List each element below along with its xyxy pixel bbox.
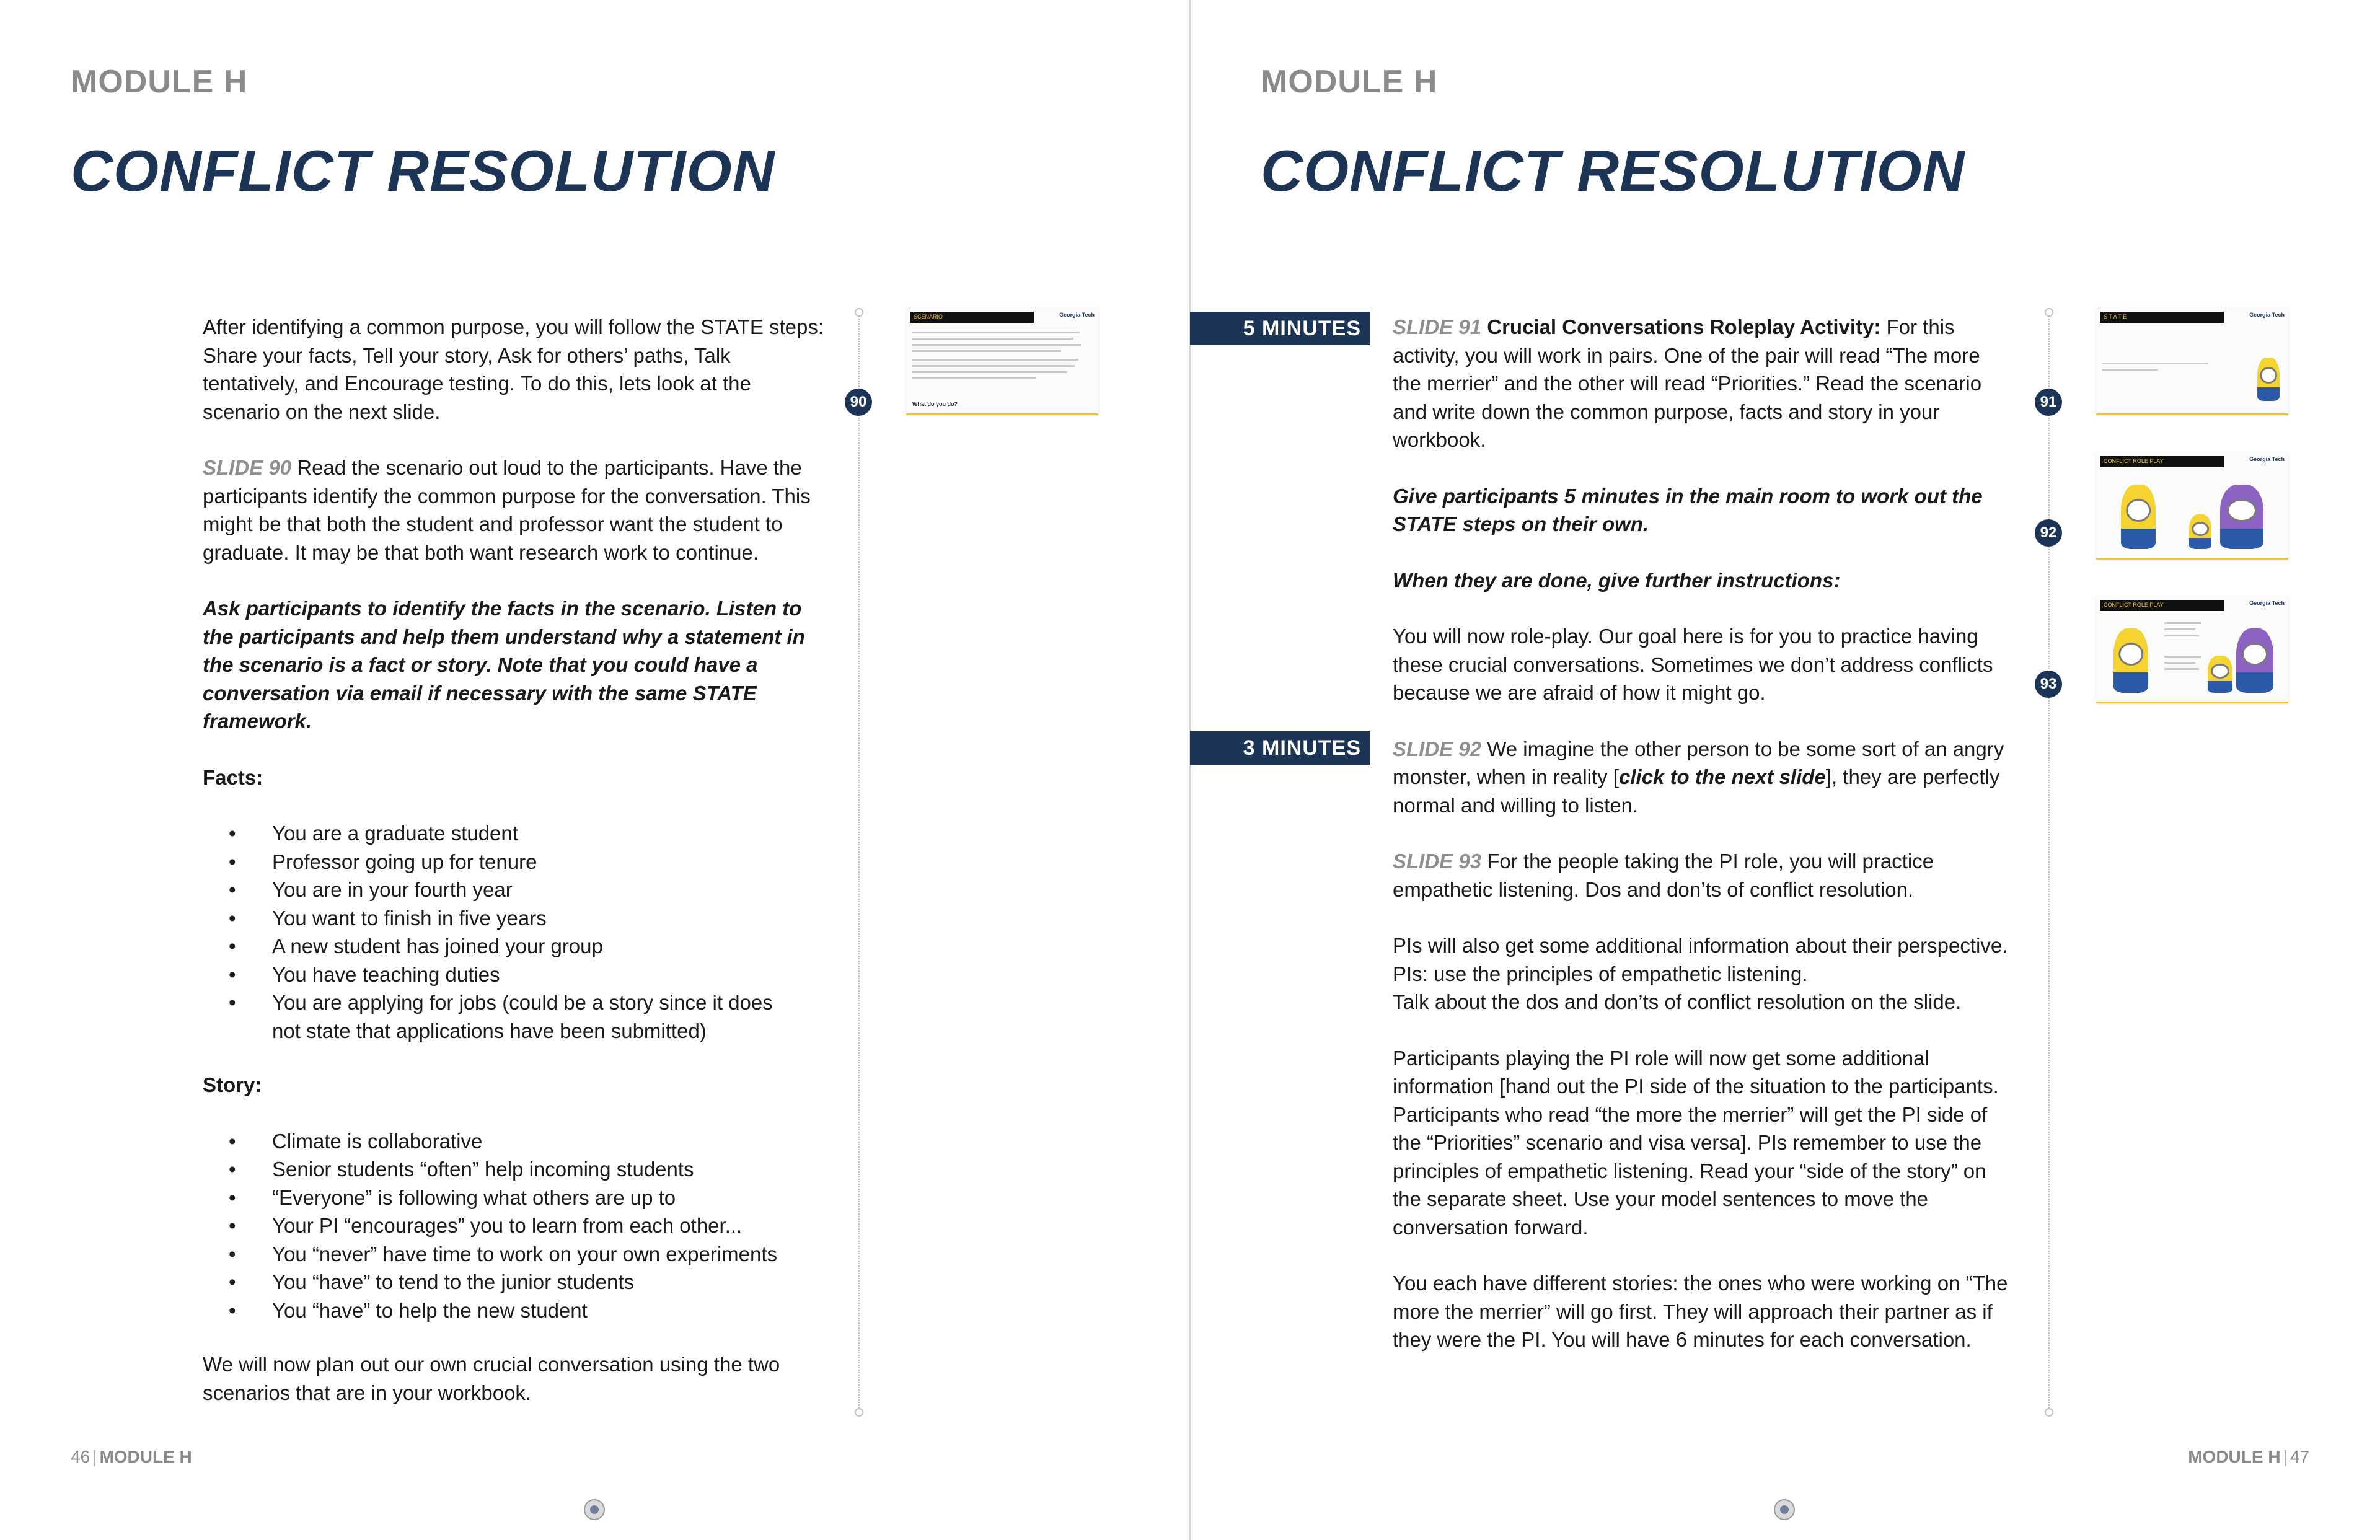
thumb-bar-label: S T A T E xyxy=(2104,314,2127,320)
list-item: • You are in your fourth year xyxy=(203,876,829,904)
slide-92-thumbnail xyxy=(2096,452,2288,560)
slide-91-thumbnail xyxy=(2096,308,2288,415)
closing-paragraph: We will now plan out our own crucial conversation using the two scenarios that are in your workbook. xyxy=(203,1353,780,1404)
left-body xyxy=(203,313,829,1407)
slide-number-badge: 91 xyxy=(2035,389,2062,416)
minion-illustration xyxy=(2121,485,2156,549)
story-list xyxy=(203,1127,829,1325)
list-item: • Climate is collaborative xyxy=(203,1127,829,1156)
footer-module: MODULE H xyxy=(99,1447,192,1466)
minion-illustration xyxy=(2208,656,2232,693)
time-banner-5-minutes: 5 MINUTES xyxy=(1190,312,1370,345)
facts-instruction: Ask participants to identify the facts in the scenario. Listen to the participants and help them understand why a statement in the scenario is a fact or story. Note that you could have a conversation via email if necessary with the same STATE framework. xyxy=(203,597,805,733)
slide-93-paragraph xyxy=(1393,847,2012,904)
list-item: • You are a graduate student xyxy=(203,819,829,848)
slide-timeline xyxy=(858,313,860,1413)
facts-list xyxy=(203,819,829,1045)
timeline-start-dot xyxy=(2045,308,2053,317)
slide-92-paragraph: SLIDE 92 We imagine the other person to be some sort of an angry monster, when in reality [click to the next slide], they are perfectly normal and willing to listen. xyxy=(1393,737,2004,817)
slide-90-thumbnail xyxy=(906,308,1098,415)
instruction-paragraph: When they are done, give further instructions: xyxy=(1393,568,1841,592)
slide-91-heading: Crucial Conversations Roleplay Activity: xyxy=(1481,315,1881,338)
list-item: • You “have” to help the new student xyxy=(203,1296,829,1325)
list-item: • Professor going up for tenure xyxy=(203,848,829,876)
minion-illustration xyxy=(2189,514,2211,549)
emblem-icon xyxy=(584,1499,605,1520)
georgia-tech-logo: Georgia Tech xyxy=(2249,456,2285,462)
thumb-bar-label: CONFLICT ROLE PLAY xyxy=(2104,458,2164,464)
timeline-end-dot xyxy=(855,1408,863,1417)
list-item: • Senior students “often” help incoming students xyxy=(203,1155,829,1184)
minion-illustration xyxy=(2113,628,2148,693)
module-label: MODULE H xyxy=(1261,64,1438,100)
slide-timeline xyxy=(2048,313,2050,1413)
slide-93-text: For the people taking the PI role, you will practice empathetic listening. Dos and don’ts of conflict resolution. xyxy=(1393,850,1934,901)
list-item: • You are applying for jobs (could be a story since it does not state that applications have been submitted) xyxy=(203,988,829,1045)
click-cue: click to the next slide xyxy=(1619,765,1826,788)
time-banner-3-minutes: 3 MINUTES xyxy=(1190,731,1370,765)
purple-minion-illustration xyxy=(2236,628,2273,693)
georgia-tech-logo: Georgia Tech xyxy=(2249,600,2285,606)
slide-91-text: For this activity, you will work in pairs. One of the pair will read “The more the merrier” and the other will read “Priorities.” Read the scenario and write down the common purpose, facts and story in your workbook. xyxy=(1393,315,1982,451)
intro-paragraph: After identifying a common purpose, you will follow the STATE steps: Share your facts, Tell your story, Ask for others’ paths, Talk tentatively, and Encourage testing. To do this, lets look at the scenario on the next slide. xyxy=(203,315,824,423)
page-number: 47 xyxy=(2290,1447,2309,1466)
emblem-icon xyxy=(1774,1499,1795,1520)
list-item: • “Everyone” is following what others are up to xyxy=(203,1184,829,1212)
slide-90-paragraph xyxy=(203,454,829,566)
slide-number-badge: 93 xyxy=(2035,671,2062,698)
right-body xyxy=(1393,313,2012,1354)
slide-90-text: Read the scenario out loud to the participants. Have the participants identify the common purpose for the conversation. This might be that both the student and professor want the student to graduate. It may be that both want research work to continue. xyxy=(203,456,811,564)
timeline-end-dot xyxy=(2045,1408,2053,1417)
purple-minion-illustration xyxy=(2220,485,2263,549)
thumb-bar-label: CONFLICT ROLE PLAY xyxy=(2104,602,2164,608)
slide-93-ref: SLIDE 93 xyxy=(1393,850,1482,873)
footer-separator: | xyxy=(2283,1447,2288,1466)
participants-paragraph: Participants playing the PI role will now get some additional information [hand out the PI side of the situation to the participants. Participants who read “the more the merrier” will get the PI side of the “Priorities” scenario and visa versa]. PIs remember to use the principles of empathetic listening. Read your “side of the story” on the separate sheet. Use your model sentences to move the conversation forward. xyxy=(1393,1046,1999,1239)
thumb-bar-label: SCENARIO xyxy=(914,314,943,320)
page-title: CONFLICT RESOLUTION xyxy=(1261,138,1965,203)
slide-92-ref: SLIDE 92 xyxy=(1393,737,1482,760)
minion-illustration xyxy=(2257,358,2280,401)
page-footer xyxy=(2188,1447,2309,1467)
page-footer xyxy=(71,1447,192,1467)
timeline-start-dot xyxy=(855,308,863,317)
footer-module: MODULE H xyxy=(2188,1447,2281,1466)
roleplay-paragraph: You will now role-play. Our goal here is for you to practice having these crucial conversations. Sometimes we don’t address conflicts because we are afraid of how it might go. xyxy=(1393,625,1993,704)
pis-paragraph: PIs will also get some additional information about their perspective. PIs: use the principles of empathetic listening. Talk about the dos and don’ts of conflict resolution on the slide. xyxy=(1393,934,2008,1013)
slide-91-paragraph xyxy=(1393,313,2012,454)
list-item: • You have teaching duties xyxy=(203,961,829,989)
list-item: • You “never” have time to work on your own experiments xyxy=(203,1240,829,1269)
module-label: MODULE H xyxy=(71,64,248,100)
footer-separator: | xyxy=(92,1447,97,1466)
right-page xyxy=(1190,0,2380,1540)
list-item: • A new student has joined your group xyxy=(203,932,829,961)
facts-heading: Facts: xyxy=(203,765,263,789)
slide-93-thumbnail xyxy=(2096,596,2288,703)
stories-paragraph: You each have different stories: the ones who were working on “The more the merrier” will go first. They will approach their partner as if they were the PI. You will have 6 minutes for each conversation. xyxy=(1393,1272,2008,1351)
slide-number-badge: 92 xyxy=(2035,519,2062,547)
list-item: • You want to finish in five years xyxy=(203,904,829,933)
slide-number-badge: 90 xyxy=(845,389,872,416)
instruction-paragraph: Give participants 5 minutes in the main room to work out the STATE steps on their own. xyxy=(1393,484,1983,535)
list-item: • Your PI “encourages” you to learn from each other... xyxy=(203,1212,829,1240)
georgia-tech-logo: Georgia Tech xyxy=(1059,312,1095,318)
thumb-footer: What do you do? xyxy=(912,401,958,407)
page-number: 46 xyxy=(71,1447,90,1466)
list-item: • You “have” to tend to the junior students xyxy=(203,1268,829,1296)
page-title: CONFLICT RESOLUTION xyxy=(71,138,775,203)
georgia-tech-logo: Georgia Tech xyxy=(2249,312,2285,318)
story-heading: Story: xyxy=(203,1073,262,1096)
slide-90-ref: SLIDE 90 xyxy=(203,456,292,479)
slide-91-ref: SLIDE 91 xyxy=(1393,315,1482,338)
